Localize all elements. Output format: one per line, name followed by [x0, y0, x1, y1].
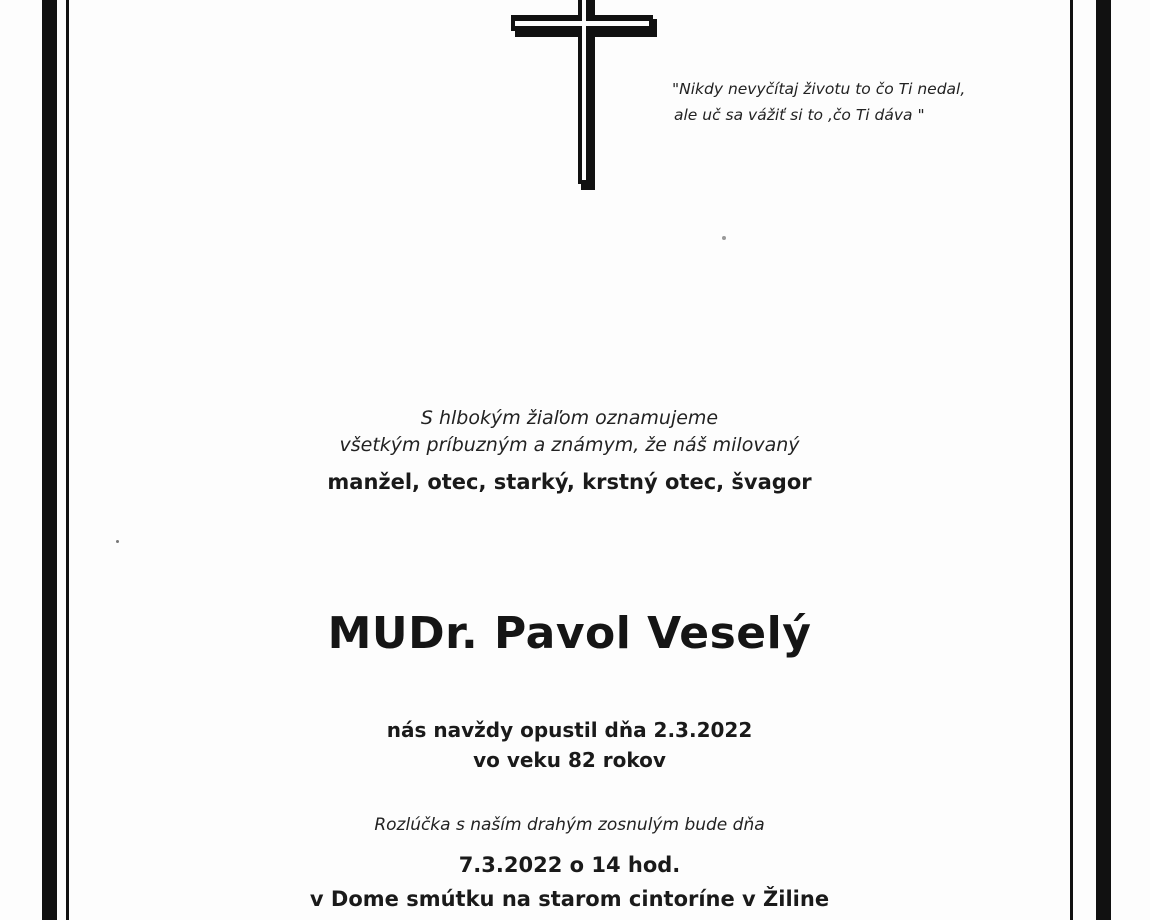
death-info [69, 715, 1070, 775]
funeral-info [69, 848, 1070, 916]
relations: manžel, otec, starký, krstný otec, švagor [327, 470, 812, 494]
quote-line-1: "Nikdy nevyčítaj životu to čo Ti nedal, [672, 80, 966, 98]
paper-speck [722, 236, 726, 240]
death-date: nás navždy opustil dňa 2.3.2022 [386, 718, 753, 742]
funeral-place: v Dome smútku na starom cintoríne v Žiline [309, 887, 830, 911]
paper-speck [116, 540, 119, 543]
announcement [69, 405, 1070, 459]
announcement-line-2: všetkým príbuzným a známym, že náš milovaný [339, 434, 800, 456]
cross-icon [505, 0, 660, 195]
deceased-name: MUDr. Pavol Veselý [327, 608, 812, 659]
death-age: vo veku 82 rokov [473, 748, 666, 772]
right-thick-border [1096, 0, 1111, 920]
farewell-intro: Rozlúčka s naším drahým zosnulým bude dňa [374, 815, 765, 835]
left-thin-border [66, 0, 69, 920]
funeral-datetime: 7.3.2022 o 14 hod. [458, 853, 681, 877]
left-thick-border [42, 0, 57, 920]
right-thin-border [1070, 0, 1073, 920]
announcement-line-1: S hlbokým žiaľom oznamujeme [420, 407, 719, 429]
quote [672, 76, 1032, 128]
quote-line-2: ale uč sa vážiť si to ,čo Ti dáva " [674, 106, 925, 124]
